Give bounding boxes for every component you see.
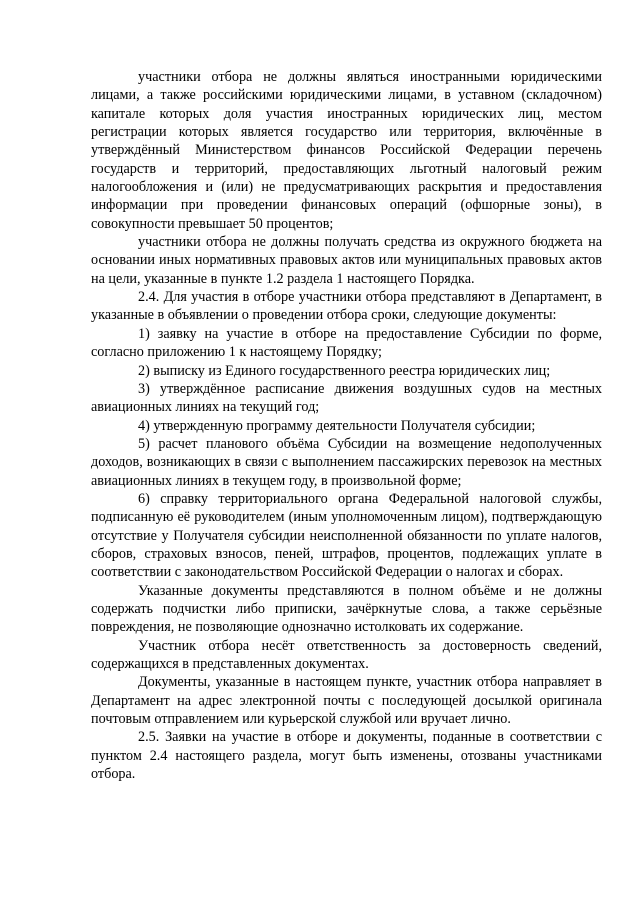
list-item-1: 1) заявку на участие в отборе на предоставление Субсидии по форме, согласно приложению 1 к настоящему Порядку; (91, 325, 602, 361)
paragraph-section-2-5: 2.5. Заявки на участие в отборе и документы, поданные в соответствии с пунктом 2.4 настоящего раздела, могут быть изменены, отозваны участниками отбора. (91, 729, 602, 783)
paragraph-budget-requirement: участники отбора не должны получать средства из окружного бюджета на основании иных нормативных правовых актов или муниципальных правовых актов на цели, указанные в пункте 1.2 раздела 1 настоящего Порядка. (91, 234, 602, 287)
list-item-4: 4) утвержденную программу деятельности Получателя субсидии; (138, 417, 536, 434)
paragraph-offshore-requirement: участники отбора не должны являться иностранными юридическими лицами, а также российскими юридическими лицами, в уставном (складочном) капитале которых доля участия иностранных юридических лиц, местом регистрации которых является государство или территория, включённые в утверждённый Министерством финансов Российской Федерации перечень государств и территорий, предоставляющих льготный налоговый режим налогообложения и (или) не предусматривающих раскрытия и предоставления информации при проведении финансовых операций (офшорные зоны), в совокупности превышает 50 процентов; (91, 69, 602, 232)
list-item-5: 5) расчет планового объёма Субсидии на возмещение недополученных доходов, возникающих в связи с выполнением пассажирских перевозок на местных авиационных линиях в текущем году, в произвольной форме; (91, 435, 602, 489)
list-item-3: 3) утверждённое расписание движения воздушных судов на местных авиационных линиях на текущий год; (91, 380, 602, 416)
paragraph-section-2-4: 2.4. Для участия в отборе участники отбора представляют в Департамент, в указанные в объявлении о проведении отбора сроки, следующие документы: (91, 289, 602, 324)
list-item-6: 6) справку территориального органа Федеральной налоговой службы, подписанную её руководителем (иным уполномоченным лицом), подтверждающую отсутствие у Получателя субсидии неисполненной обязанности по уплате налогов, сборов, страховых взносов, пеней, штрафов, процентов, подлежащих уплате в соответствии с законодательством Российской Федерации о налогах и сборах. (91, 490, 602, 581)
paragraph-responsibility: Участник отбора несёт ответственность за достоверность сведений, содержащихся в представленных документах. (91, 637, 602, 672)
paragraph-submission-method: Документы, указанные в настоящем пункте, участник отбора направляет в Департамент на адрес электронной почты с последующей досылкой оригинала почтовым отправлением или курьерской службой или вручает лично. (91, 674, 602, 728)
list-item-2: 2) выписку из Единого государственного реестра юридических лиц; (138, 362, 551, 379)
paragraph-documents-completeness: Указанные документы представляются в полном объёме и не должны содержать подчистки либо приписки, зачёркнутые слова, а также серьёзные повреждения, не позволяющие однозначно истолковать их содержание. (91, 582, 602, 636)
